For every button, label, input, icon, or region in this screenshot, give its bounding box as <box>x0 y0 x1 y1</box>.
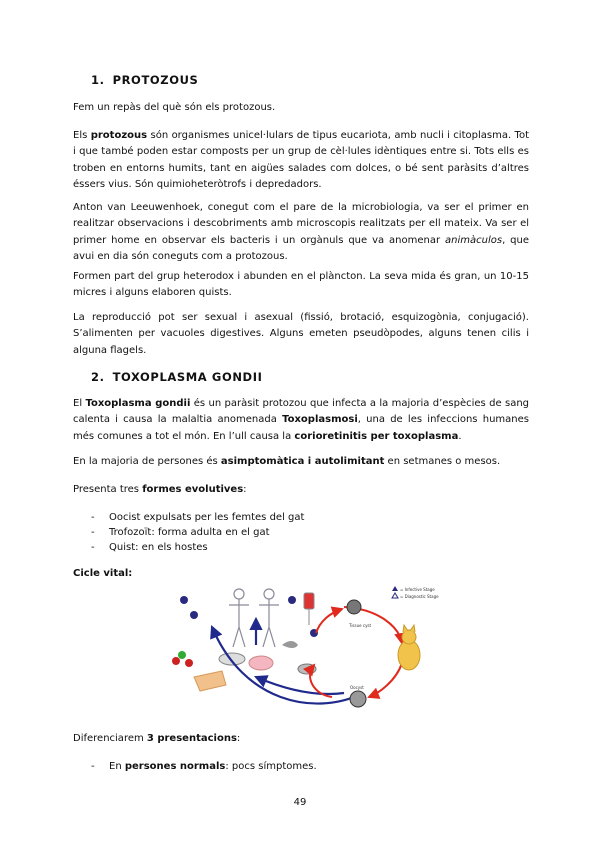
section-1-paragraph-2: Anton van Leeuwenhoek, conegut com el pare de la microbiologia, va ser el primer en realitzar observacions i descobriments amb microscopis realitzats per ell mateix. Va ser el primer home en observar els bacteris i un orgànuls que va anomenar animàculos, que avui en dia són coneguts com a protozous. <box>73 202 529 262</box>
diagram-legend <box>392 586 439 599</box>
svg-text:= Diagnostic Stage: = Diagnostic Stage <box>400 594 439 599</box>
evolutive-forms-list <box>73 510 529 555</box>
transfusion-icon <box>304 593 314 625</box>
svg-text:Oocyst: Oocyst <box>350 685 364 690</box>
section-2-paragraph-2: En la majoria de persones és asimptomàtica i autolimitant en setmanes o mesos. <box>73 456 501 467</box>
food-illustration <box>172 651 226 691</box>
section-1-paragraph-1: Els protozous són organismes unicel·lulars de tipus eucariota, amb nucli i citoplasma. Tot i que també poden estar composts per un grup de cèl·lules idèntiques entre si. Tots ells es troben en entorns humits, tant en aigües salades com dolces, o bé sent paràsits d’altres éssers vius. Són quimioheteròtrofs i depredadors. <box>73 130 529 190</box>
list-item: - Oocist expulsats per les femtes del gat <box>91 512 305 523</box>
tissue-cyst-illustration <box>347 600 372 628</box>
page-number: 49 <box>293 797 307 808</box>
section-1-intro: Fem un repàs del què són els protozous. <box>73 102 276 113</box>
section-2-heading: 2. TOXOPLASMA GONDII <box>91 370 263 384</box>
presentations-list <box>73 759 529 774</box>
life-cycle-diagram <box>164 585 439 715</box>
svg-text:= Infective Stage: = Infective Stage <box>400 587 435 592</box>
section-2-paragraph-4: Diferenciarem 3 presentacions: <box>73 733 241 744</box>
list-item: - Trofozoït: forma adulta en el gat <box>91 527 270 538</box>
human-figures <box>229 589 279 647</box>
svg-text:Tissue cyst: Tissue cyst <box>349 623 372 628</box>
oocyst-illustration <box>350 685 366 707</box>
section-2-paragraph-1: El Toxoplasma gondii és un paràsit protozou que infecta a la majoria d’espècies de sang calenta i causa la malaltia anomenada Toxoplasmosi, una de les infeccions humanes més comunes a tot el món. En l’ull causa la corioretinitis per toxoplasma. <box>73 398 530 442</box>
section-2-paragraph-3: Presenta tres formes evolutives: <box>73 484 247 495</box>
section-1-paragraph-3: Formen part del grup heterodox i abunden en el plàncton. La seva mida és gran, un 10-15 micres i alguns elaboren quists. <box>73 271 529 299</box>
section-1-heading: 1. PROTOZOUS <box>91 73 199 87</box>
section-1-paragraph-4: La reproducció pot ser sexual i asexual (fissió, brotació, esquizogònia, conjugació). S’alimenten per vacuoles digestives. Alguns emeten pseudòpodes, alguns tenen cilis i alguna flagels. <box>73 312 529 356</box>
list-item: - Quist: en els hostes <box>91 542 208 553</box>
life-cycle-label: Cicle vital: <box>73 568 133 579</box>
stage-markers <box>180 596 318 637</box>
red-cycle-arrows <box>310 607 402 697</box>
list-item: - En persones normals: pocs símptomes. <box>91 761 317 772</box>
cat-illustration <box>398 625 420 670</box>
